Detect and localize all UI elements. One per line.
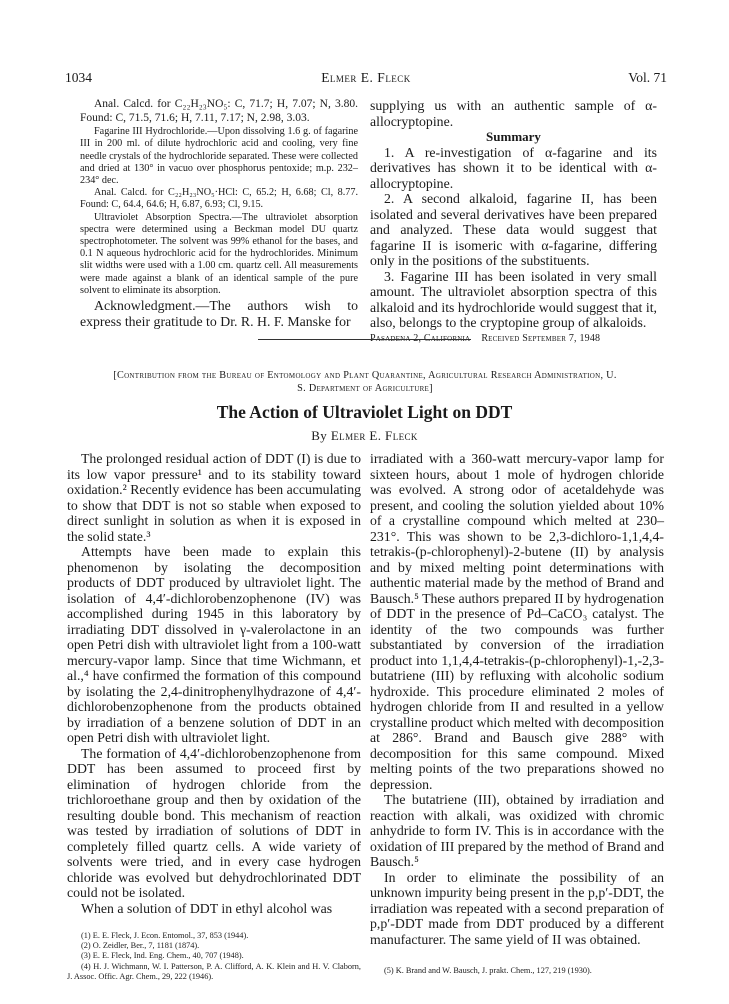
- page-number: 1034: [65, 70, 92, 85]
- byline: [0, 428, 729, 444]
- volume-number: Vol. 71: [628, 70, 667, 85]
- article-separator: [258, 339, 471, 340]
- footnotes-right: [370, 966, 664, 976]
- byline-by: By: [311, 428, 328, 443]
- body-paragraph: When a solution of DDT in ethyl alcohol was: [81, 900, 333, 916]
- acknowledgment-continuation: supplying us with an authentic sample of α-allocryptopine.: [370, 98, 657, 129]
- body-paragraph: The prolonged residual action of DDT (I) is due to its low vapor pressure¹ and to its stability toward oxidation.² Recently evidence has been accumulating to show that DDT is not so stable when exposed to direct sunlight in solution as when it is exposed in the solid state.³: [67, 451, 361, 544]
- footnote: (3) E. E. Fleck, Ind. Eng. Chem., 40, 707 (1948).: [81, 951, 244, 961]
- footnotes-left: [67, 931, 361, 982]
- footnote: (4) H. J. Wichmann, W. I. Patterson, P. A. Clifford, A. K. Klein and H. V. Claborn, J. Assoc. Offic. Agr. Chem., 29, 222 (1946).: [67, 961, 361, 981]
- received-date: Received September 7, 1948: [481, 332, 601, 344]
- ultraviolet-spectra-paragraph: Ultraviolet Absorption Spectra.—The ultraviolet absorption spectra were determined using a Beckman model DU quartz spectrophotometer. The solvent was 99% ethanol for the bases, and 0.1 N aqueous hydrochloric acid for the hydrochlorides. Minimum slit widths were used with a 1.00 cm. quartz cell. All measurements were made against a blank of an identical sample of the pure solvent to eliminate its absorption.: [80, 211, 358, 296]
- analysis-hcl-paragraph: Anal. Calcd. for C₂₂H₂₃NO₅·HCl: C, 65.2; H, 6.68; Cl, 8.77. Found: C, 64.4, 64.6; H, 6.87, 6.93; Cl, 9.15.: [80, 187, 358, 211]
- summary-item-2: 2. A second alkaloid, fagarine II, has been isolated and several derivatives have been prepared and analyzed. These data would suggest that fagarine II is isomeric with α-fagarine, differing only in the positions of the substituents.: [370, 191, 657, 268]
- body-paragraph: In order to eliminate the possibility of an unknown impurity being present in the p,p′-DDT, the irradiation was repeated with a second preparation of p,p′-DDT made from DDT produced by a different manufacturer. The same yield of II was obtained.: [370, 869, 664, 947]
- running-author: Elmer E. Fleck: [321, 70, 411, 85]
- footnote: (1) E. E. Fleck, J. Econ. Entomol., 37, 853 (1944).: [81, 931, 249, 940]
- author-location: Pasadena 2, California: [370, 332, 471, 344]
- contribution-note: [Contribution from the Bureau of Entomology and Plant Quarantine, Agricultural Research Administration, U. S. Department of Agriculture]: [113, 370, 617, 394]
- summary-item-1: 1. A re-investigation of α-fagarine and its derivatives has shown it to be identical with α-allocryptopine.: [370, 144, 657, 191]
- body-right-column: [370, 451, 664, 947]
- footnote: (5) K. Brand and W. Bausch, J. prakt. Chem., 127, 219 (1930).: [384, 966, 592, 975]
- body-paragraph: irradiated with a 360-watt mercury-vapor lamp for sixteen hours, about 1 mole of hydrogen chloride was evolved. A strong odor of acetaldehyde was present, and cooling the solution yielded about 10% of a crystalline compound which melted at 230–231°. This was shown to be 2,3-dichloro-1,1,4,4-tetrakis-(p-chlorophenyl)-2-butene (II) by analysis and by mixed melting point determinations with authentic material made by the method of Brand and Bausch.⁵ These authors prepared II by hydrogenation of DDT in the presence of Pd–CaCO₃ catalyst. The identity of the two compounds was further substantiated by conversion of the irradiation product into 1,1,4,4-tetrakis-(p-chlorophenyl)-1,-2,3-butatriene (III) by refluxing with alcoholic sodium hydroxide. This procedure eliminated 2 moles of hydrogen chloride from II and resulted in a yellow crystalline product which melted with decomposition at 286°. Brand and Bausch give 288° with decomposition for this same compound. Mixed melting points of the two preparations showed no depression.: [370, 451, 664, 792]
- previous-article-left-column: [80, 98, 358, 329]
- body-paragraph: The butatriene (III), obtained by irradiation and reaction with alkali, was oxidized with chromic anhydride to form IV. This is in accordance with the oxidation of III prepared by the method of Brand and Bausch.⁵: [370, 792, 664, 869]
- running-header: [65, 70, 667, 88]
- footnote: (2) O. Zeidler, Ber., 7, 1181 (1874).: [81, 941, 200, 951]
- previous-article-right-column: [370, 98, 657, 346]
- body-left-column: [67, 451, 361, 916]
- hydrochloride-paragraph: Fagarine III Hydrochloride.—Upon dissolving 1.6 g. of fagarine III in 200 ml. of dilute hydrochloric acid and cooling, very fine needle crystals of the hydrochloride separated. These were collected and dried at 130° in vacuo over phosphorus pentoxide; m.p. 232–234° dec.: [80, 126, 358, 186]
- body-paragraph: The formation of 4,4′-dichlorobenzophenone from DDT has been assumed to proceed first by elimination of hydrogen chloride from the trichloroethane group and then by oxidation of the resulting double bond. This mechanism of reaction was tested by irradiation of solutions of DDT in completely filled quartz cells. A wide variety of solvents were tried, and in every case hydrogen chloride was evolved but dehydrochlorinated DDT could not be isolated.: [67, 745, 361, 900]
- analysis-paragraph: Anal. Calcd. for C₂₂H₂₃NO₅: C, 71.7; H, 7.07; N, 3.80. Found: C, 71.5, 71.6; H, 7.11, 7.17; N, 2.98, 3.03.: [80, 98, 358, 124]
- article-title: The Action of Ultraviolet Light on DDT: [216, 402, 513, 422]
- byline-author: Elmer E. Fleck: [330, 428, 418, 443]
- summary-heading: Summary: [486, 129, 541, 144]
- summary-item-3: 3. Fagarine III has been isolated in very small amount. The ultraviolet absorption spectra of this alkaloid and its hydrochloride would suggest that it, also, belongs to the cryptopine group of alkaloids.: [370, 268, 657, 330]
- body-paragraph: Attempts have been made to explain this phenomenon by isolating the decomposition products of DDT produced by ultraviolet light. The isolation of 4,4′-dichlorobenzophenone (IV) was accomplished during 1945 in this laboratory by irradiating DDT dissolved in γ-valerolactone in an open Petri dish with ultraviolet light from a 100-watt mercury-vapor lamp. Since that time Wichmann, et al.,⁴ have confirmed the formation of this compound by isolating the 2,4-dinitrophenylhydrazone of 4,4′-dichlorobenzophenone from the products obtained by irradiation of a benzene solution of DDT in an open Petri dish with ultraviolet light.: [67, 544, 361, 745]
- acknowledgment-paragraph: Acknowledgment.—The authors wish to express their gratitude to Dr. R. H. F. Manske for: [80, 298, 358, 329]
